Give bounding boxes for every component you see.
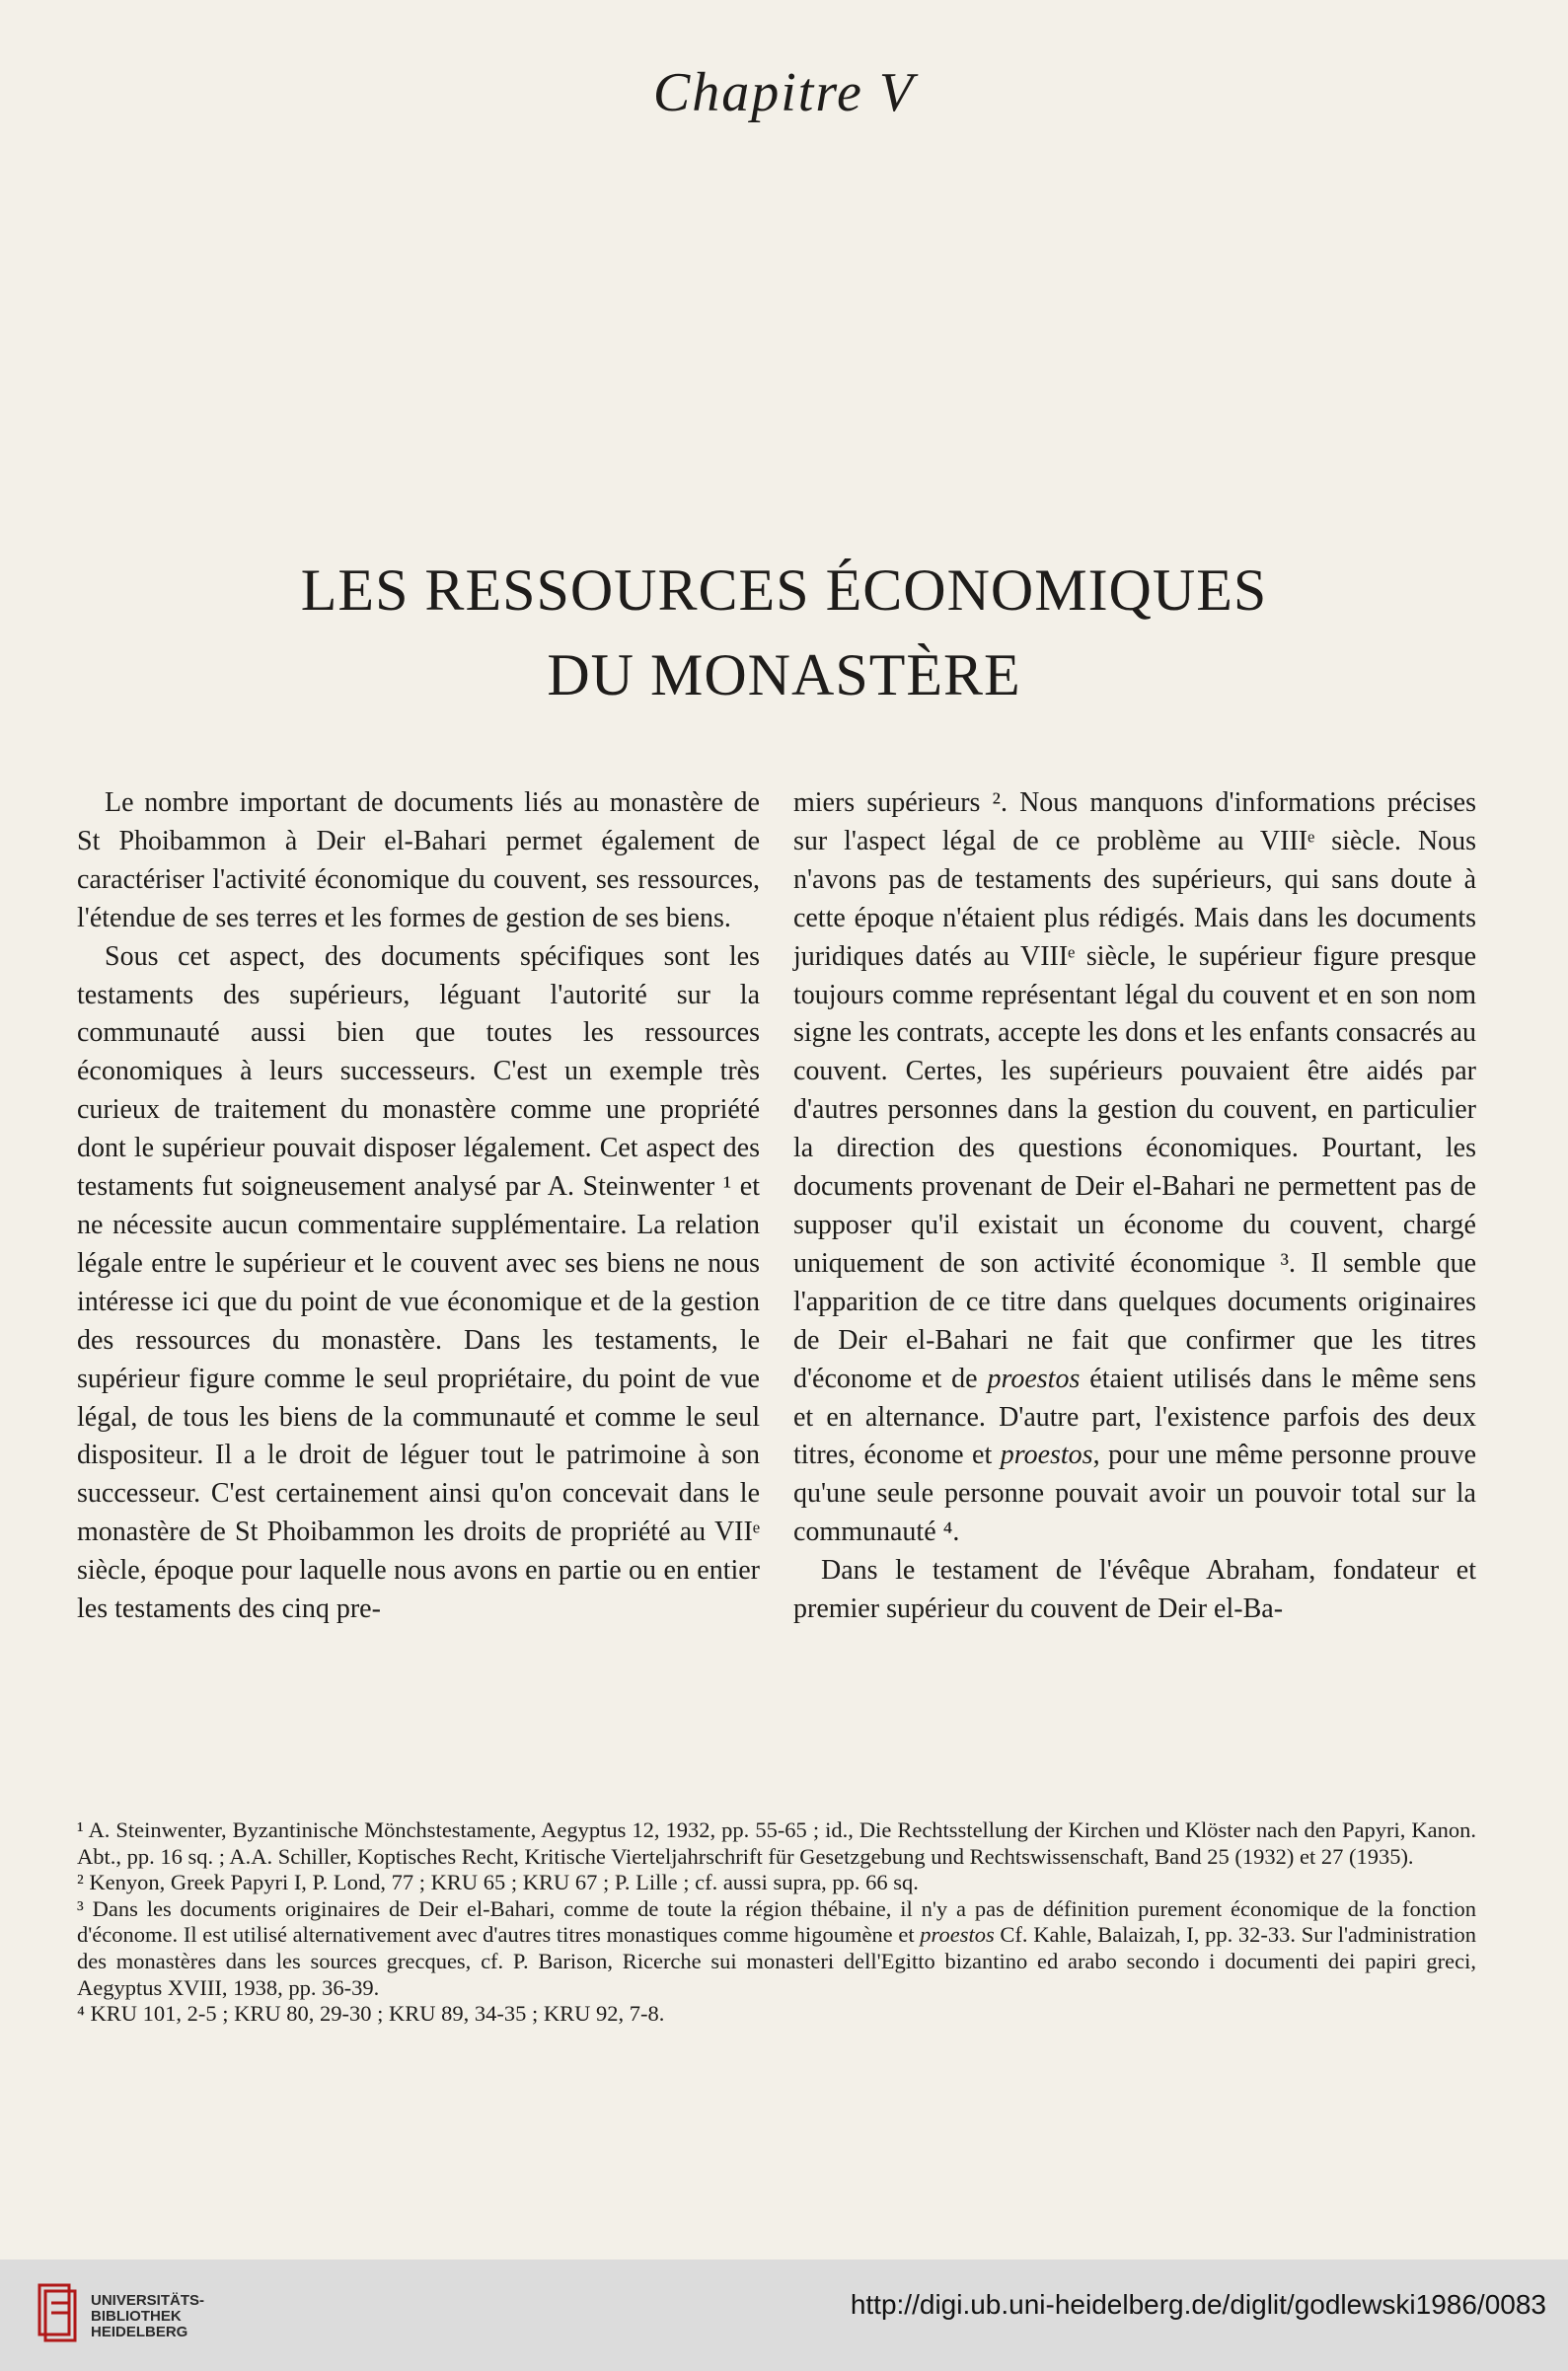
text-run: , pour une même personne prouve qu'une seule personne pouvait avoir un pouvoir total sur la communauté ⁴. [793,1440,1476,1548]
paragraph: Le nombre important de documents liés au monastère de St Phoibammon à Deir el-Bahari permet également de caractériser l'activité économique du couvent, ses ressources, l'étendue de ses terres et les formes de gestion de ses biens. [77,787,760,933]
paragraph [793,784,1476,1552]
text-run: étaient utilisés dans le même sens et en alternance. D'autre part, l'existence parfois des deux titres, économe et [793,1363,1476,1471]
source-url-link[interactable]: http://digi.ub.uni-heidelberg.de/diglit/godlewski1986/0083 [850,2289,1546,2320]
library-logo-icon [36,2281,81,2346]
chapter-heading: Chapitre V [652,62,916,123]
library-footer [0,2260,1568,2371]
right-column [793,784,1476,1629]
title-line-1: LES RESSOURCES ÉCONOMIQUES [300,557,1268,623]
italic-term: proestos [987,1363,1081,1394]
title-line-2: DU MONASTÈRE [547,642,1021,707]
text-run: miers supérieurs ². Nous manquons d'informations précises sur l'aspect légal de ce problème au VIIIᵉ siècle. Nous n'avons pas de testaments des supérieurs, qui sans doute à cette époque n'étaient plus rédigés. Mais dans les documents juridiques datés au VIIIᵉ siècle, le supérieur figure presque toujours comme représentant légal du couvent et en son nom signe les contrats, accepte les dons et les enfants consacrés au couvent. Certes, les supérieurs pouvaient être aidés par d'autres personnes dans la gestion du couvent, en particulier la direction des questions économiques. Pourtant, les documents provenant de Deir el-Bahari ne permettent pas de supposer qu'il existait un économe du couvent, chargé uniquement de son activité économique ³. Il semble que l'apparition de ce titre dans quelques documents originaires de Deir el-Bahari ne fait que confirmer que les titres d'économe et de [793,787,1476,1394]
article-title [0,548,1568,717]
italic-term: proestos [1000,1440,1093,1471]
italic-term: proestos [920,1922,995,1948]
footnote-4: ⁴ KRU 101, 2-5 ; KRU 80, 29-30 ; KRU 89, 34-35 ; KRU 92, 7-8. [77,2001,665,2027]
text-run: ³ Dans les documents originaires de Deir el-Bahari, comme de toute la région thébaine, il n'y a pas de définition purement économique de la fonction d'économe. Il est utilisé alternativement avec d'autres titres monastiques comme higoumène et [77,1895,1476,1948]
paragraph: Sous cet aspect, des documents spécifiques sont les testaments des supérieurs, léguant l'autorité sur la communauté aussi bien que toutes les ressources économiques à leurs successeurs. C'est un exemple très curieux de traitement du monastère comme une propriété dont le supérieur pouvait disposer légalement. Cet aspect des testaments fut soigneusement analysé par A. Steinwenter ¹ et ne nécessite aucun commentaire supplémentaire. La relation légale entre le supérieur et le couvent avec ses biens ne nous intéresse ici que du point de vue économique et de la gestion des ressources du monastère. Dans les testaments, le supérieur figure comme le seul propriétaire, du point de vue légal, de tous les biens de la communauté et comme le seul dispositeur. Il a le droit de léguer tout le patrimoine à son successeur. C'est certainement ainsi qu'on concevait dans le monastère de St Phoibammon les droits de propriété au VIIᵉ siècle, époque pour laquelle nous avons en partie ou en entier les testaments des cinq pre- [77,940,760,1625]
footnote-3 [77,1896,1476,2001]
footnote-1: ¹ A. Steinwenter, Byzantinische Mönchstestamente, Aegyptus 12, 1932, pp. 55-65 ; id., Die Rechtsstellung der Kirchen und Klöster nach den Papyri, Kanon. Abt., pp. 16 sq. ; A.A. Schiller, Koptisches Recht, Kritische Vierteljahrschrift für Gesetzgebung und Rechtswissenschaft, Band 25 (1932) et 27 (1935). [77,1817,1476,1869]
library-name-line: UNIVERSITÄTS- [91,2292,205,2309]
library-name-line: HEIDELBERG [91,2324,188,2340]
text-run: Cf. Kahle, Balaizah, I, pp. 32-33. Sur l'administration des monastères dans les sources grecques, cf. P. Barison, Ricerche sui monasteri dell'Egitto bizantino ed arabo secondo i documenti dei papiri greci, Aegyptus XVIII, 1938, pp. 36-39. [77,1922,1476,2000]
footnote-2: ² Kenyon, Greek Papyri I, P. Lond, 77 ; KRU 65 ; KRU 67 ; P. Lille ; cf. aussi supra, pp. 66 sq. [77,1870,919,1895]
left-column [77,784,760,1629]
library-name [91,2293,204,2340]
paragraph: Dans le testament de l'évêque Abraham, fondateur et premier supérieur du couvent de Deir el-Ba- [793,1555,1476,1625]
footnotes [77,1817,1476,2028]
library-name-line: BIBLIOTHEK [91,2308,182,2325]
